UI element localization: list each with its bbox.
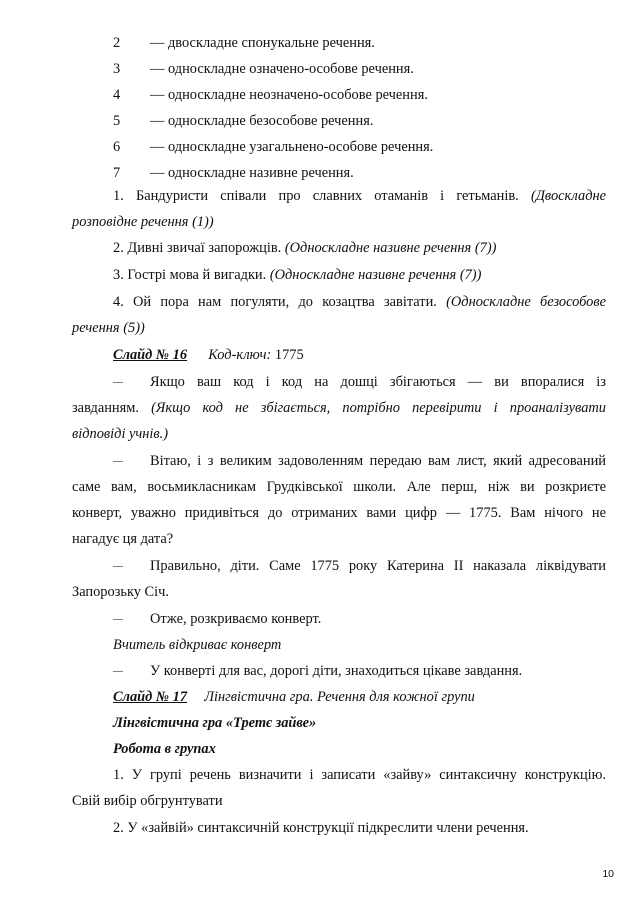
key-number: 4: [113, 87, 121, 103]
task-1-continued: Свій вибір обгрунтувати: [72, 793, 223, 809]
dash-marker: —: [113, 614, 123, 625]
key-value: 1775: [274, 347, 304, 363]
key-description: — односкладне неозначено-особове речення.: [150, 87, 428, 103]
dialog-text: У конверті для вас, дорогі діти, знаходиться цікаве завдання.: [150, 663, 523, 679]
key-description: — односкладне називне речення.: [150, 165, 354, 181]
example-sentence-3: [72, 265, 638, 285]
key-description: — односкладне означено-особове речення.: [150, 61, 414, 77]
game-title: Лінгвістична гра «Третє зайве»: [113, 715, 317, 731]
dialog-text-continued: Запорозьку Січ.: [72, 584, 169, 600]
key-number: 3: [113, 61, 121, 77]
key-number: 7: [113, 165, 121, 181]
key-description: — односкладне безособове речення.: [150, 113, 374, 129]
teacher-note-continued: відповіді учнів.): [72, 426, 169, 442]
key-number: 5: [113, 113, 121, 129]
dialog-text: Отже, розкриваємо конверт.: [150, 611, 322, 627]
dialog-text: Вітаю, і з великим задоволенням передаю вам лист, який адресований: [150, 453, 606, 469]
dialog-text: Правильно, діти. Саме 1775 року Катерина ІІ наказала ліквідувати: [150, 558, 606, 574]
dialog-text: завданням.: [72, 400, 139, 416]
dash-marker: —: [113, 666, 123, 677]
dialog-text-continued: [72, 398, 606, 418]
sentence-answer: (Двоскладне: [530, 188, 606, 204]
group-work-heading: Робота в групах: [113, 741, 216, 757]
key-description: — двоскладне спонукальне речення.: [150, 35, 375, 51]
dialog-text-continued: саме вам, восьмикласникам Грудківської школи. Але перш, ніж ви розкриєте: [72, 479, 606, 495]
dialog-text-continued: конверт, уважно придивіться до отриманих вами цифр — 1775. Вам нічого не: [72, 505, 606, 521]
dash-marker: —: [113, 456, 123, 467]
dialog-text-continued: нагадує ця дата?: [72, 531, 174, 547]
page-number: 10: [602, 868, 614, 880]
sentence-answer-continued: розповідне речення (1)): [72, 214, 214, 230]
key-number: 6: [113, 139, 121, 155]
key-label: Код-ключ:: [208, 347, 272, 363]
slide-label: Слайд № 16: [113, 347, 188, 363]
task-1: 1. У групі речень визначити і записати «зайву» синтаксичну конструкцію.: [113, 767, 606, 783]
task-2: 2. У «зайвій» синтаксичній конструкції підкреслити члени речення.: [113, 820, 529, 836]
key-number: 2: [113, 35, 121, 51]
example-sentence-1: [72, 186, 606, 206]
sentence-answer-continued: речення (5)): [72, 320, 145, 336]
sentence-text: 1. Бандуристи співали про славних отаманів і гетьманів.: [113, 188, 519, 204]
sentence-text: 2. Дивні звичаї запорожців.: [113, 240, 282, 256]
key-description: — односкладне узагальнено-особове речення.: [150, 139, 434, 155]
slide-label: Слайд № 17: [113, 689, 188, 705]
sentence-answer: (Односкладне називне речення (7)): [284, 240, 497, 256]
teacher-action-note: Вчитель відкриває конверт: [113, 637, 282, 653]
dash-marker: —: [113, 561, 123, 572]
example-sentence-4: [72, 292, 606, 312]
slide-topic: Лінгвістична гра. Речення для кожної групи: [204, 689, 475, 705]
teacher-note: (Якщо код не збігається, потрібно перевірити і проаналізувати: [151, 400, 606, 416]
sentence-answer: (Односкладне безособове: [446, 294, 606, 310]
example-sentence-2: [72, 238, 638, 258]
slide-17-heading: [72, 687, 638, 707]
sentence-answer: (Односкладне називне речення (7)): [269, 267, 482, 283]
sentence-text: 3. Гострі мова й вигадки.: [113, 267, 267, 283]
sentence-text: 4. Ой пора нам погуляти, до козацтва завітати.: [113, 294, 437, 310]
dialog-text: Якщо ваш код і код на дошці збігаються — ви впоралися із: [150, 374, 606, 390]
dash-marker: —: [113, 377, 123, 388]
slide-16-heading: [72, 345, 638, 365]
